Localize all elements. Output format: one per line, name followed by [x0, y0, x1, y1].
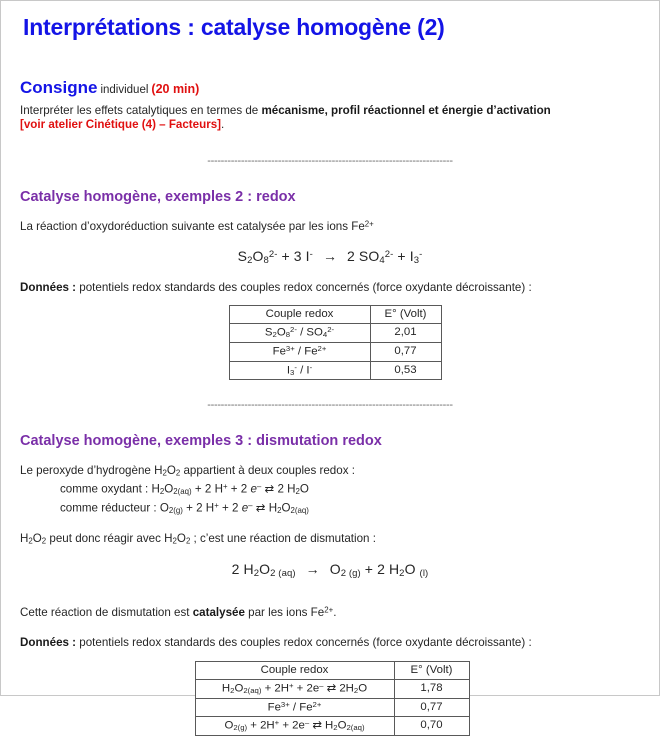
cell-potential: 0,53	[370, 361, 441, 380]
eq1-charge-2: -	[309, 248, 313, 260]
table-2-container	[15, 661, 645, 736]
data-label-1: Données :	[20, 280, 77, 294]
data-text-2: potentiels redox standards des couples redox concernés (force oxydante décroissante) :	[76, 635, 532, 649]
header-couple-redox: Couple redox	[195, 661, 394, 679]
table-row	[195, 679, 469, 698]
table-row	[229, 324, 441, 343]
half-reaction-oxidant: comme oxydant : $H_2O_{2(aq)} + 2$ H+ + 2 e– ⇄ 2 $H_2O$	[60, 482, 309, 497]
eq1-sub-i3: 3	[413, 254, 420, 266]
cell-potential: 0,77	[394, 698, 469, 717]
eq1-sub-s2: 2	[247, 254, 253, 266]
section2-intro-charge: 2+	[364, 219, 374, 229]
section2-intro-text: La réaction d’oxydoréduction suivante est catalysée par les ions Fe	[20, 219, 365, 233]
data-text-1: potentiels redox standards des couples redox concernés (force oxydante décroissante) :	[76, 280, 532, 294]
instruction-emphasis: mécanisme, profil réactionnel et énergie d’activation	[261, 103, 551, 117]
eq1-sub-o4: 4	[379, 254, 385, 266]
consigne-header	[20, 78, 645, 98]
section3-data-caption	[20, 635, 645, 650]
catalysis-prefix: Cette réaction de dismutation est	[20, 606, 193, 620]
cell-couple: $I_3^- / I^-$	[229, 361, 370, 380]
table-row	[229, 342, 441, 361]
cell-couple: $H_2O_{2(aq)} + 2H^+ + 2e^-$ ⇄ $2H_2O$	[195, 679, 394, 698]
consigne-label: Consigne	[20, 78, 98, 98]
data-label-2: Données :	[20, 635, 77, 649]
table-row	[229, 361, 441, 380]
section2-data-caption	[20, 280, 645, 295]
consigne-reference	[20, 118, 645, 132]
section-divider-1: -------------------------------------------------------------------------	[207, 154, 453, 167]
reducer-label: comme réducteur :	[60, 501, 160, 515]
reference-text: [voir atelier Cinétique (4) – Facteurs]	[20, 118, 222, 132]
equation-persulfate-iodide: $S_2O_8^{2-} + 3$ I- → 2 $SO_4^{2-} + I_3^-$	[237, 247, 423, 266]
catalysis-suffix: par les ions Fe	[244, 606, 325, 620]
table-header-row	[195, 661, 469, 679]
eq1-charge-4: -	[419, 248, 423, 260]
cell-couple: $S_2O_8^{2-} / SO_4^{2-}$	[229, 324, 370, 343]
catalysis-charge: 2+	[324, 606, 334, 616]
section3-dismutation-text: $H_2O_2$ peut donc réagir avec $H_2O_2$ ; c’est une réaction de dismutation :	[20, 532, 376, 547]
table-header-row	[229, 305, 441, 323]
eq1-sub-o8: 8	[263, 254, 269, 266]
catalysis-period: .	[333, 606, 337, 620]
eq1-charge-3: 2-	[384, 248, 394, 260]
header-e-volt: E° (Volt)	[370, 305, 441, 323]
cell-couple: $Fe^{3+} / Fe^{2+}$	[195, 698, 394, 717]
section2-intro	[20, 219, 645, 234]
cell-potential: 2,01	[370, 324, 441, 343]
eq1-charge-1: 2-	[268, 248, 278, 260]
cell-potential: 0,77	[370, 342, 441, 361]
consigne-instruction	[20, 104, 645, 118]
table-1-container	[15, 305, 645, 380]
cell-couple: $Fe^{3+} / Fe^{2+}$	[229, 342, 370, 361]
section-heading-redox: Catalyse homogène, exemples 2 : redox	[20, 188, 296, 205]
half-reaction-reducer: comme réducteur : $O_{2(g)} + 2$ H+ + 2 e– ⇄ $H_2O_{2(aq)}$	[60, 501, 309, 516]
page-title: Interprétations : catalyse homogène (2)	[23, 14, 445, 40]
header-couple-redox: Couple redox	[229, 305, 370, 323]
reference-period: .	[221, 118, 225, 132]
consigne-mode: individuel	[100, 84, 149, 97]
equation-dismutation: 2 $H_2O_{2 (aq)} \to O_{2 (g)} + 2$ $H_2O$ $_{(l)}$	[231, 561, 429, 580]
table-row	[195, 698, 469, 717]
section3-catalysis-note	[20, 605, 645, 620]
redox-table-2	[195, 661, 470, 736]
section-divider-2: -------------------------------------------------------------------------	[207, 399, 453, 412]
cell-couple: $O_{2(g)} + 2H^+ + 2e^-$ ⇄ $H_2O_{2(aq)}$	[195, 717, 394, 736]
section3-intro: Le peroxyde d’hydrogène $H_2O_2$ appartient à deux couples redox :	[20, 464, 355, 478]
reaction-arrow-icon: →	[305, 561, 320, 578]
header-e-volt: E° (Volt)	[394, 661, 469, 679]
consigne-duration: (20 min)	[151, 82, 200, 97]
oxidant-label: comme oxydant :	[60, 482, 152, 496]
table-row	[195, 717, 469, 736]
instruction-prefix: Interpréter les effets catalytiques en termes de	[20, 103, 262, 117]
cell-potential: 0,70	[394, 717, 469, 736]
cell-potential: 1,78	[394, 679, 469, 698]
redox-table-1	[229, 305, 442, 380]
consigne-block	[20, 78, 645, 132]
catalysis-emphasis: catalysée	[192, 606, 245, 620]
reaction-arrow-icon: →	[322, 247, 338, 264]
section-heading-dismutation: Catalyse homogène, exemples 3 : dismutation redox	[20, 433, 382, 450]
